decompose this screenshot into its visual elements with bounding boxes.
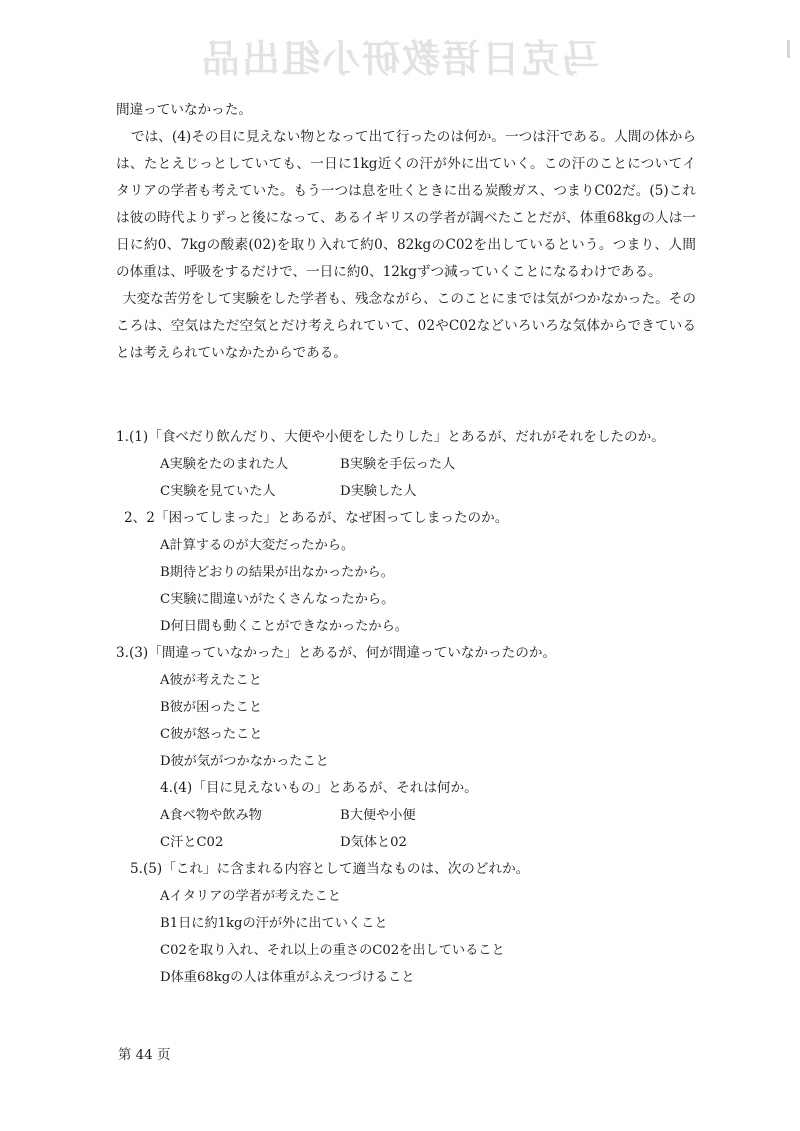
option-d: D実験した人 xyxy=(340,484,417,499)
option-row xyxy=(160,451,736,478)
option-list xyxy=(116,802,736,856)
option-c: C彼が怒ったこと xyxy=(160,727,263,742)
question-title: 3.(3)「間違っていなかった」とあるが、何が間違っていなかったのか。 xyxy=(116,645,557,661)
option-list xyxy=(116,883,736,991)
passage-paragraph: 間違っていなかった。 xyxy=(116,102,252,118)
question-2 xyxy=(116,505,736,640)
option-c: C実験に間違いがたくさんなったから。 xyxy=(160,592,395,607)
option-b: B実験を手伝った人 xyxy=(340,457,456,472)
watermark-title: 马克日语教研小组出品 xyxy=(200,37,601,81)
option-b: B彼が困ったこと xyxy=(160,700,263,715)
option-b: B1日に約1kgの汗が外に出ていくこと xyxy=(160,916,388,931)
option-d: D体重68kgの人は体重がふえつづけること xyxy=(160,970,415,985)
scan-edge-mark xyxy=(787,40,790,58)
option-list xyxy=(116,532,736,640)
question-1 xyxy=(116,424,736,505)
option-c: C汗とC02 xyxy=(160,835,224,850)
question-4 xyxy=(116,775,736,856)
question-5 xyxy=(116,856,736,991)
option-c: C実験を見ていた人 xyxy=(160,484,276,499)
option-a: A実験をたのまれた人 xyxy=(160,457,289,472)
option-row xyxy=(160,802,736,829)
option-a: A彼が考えたこと xyxy=(160,673,262,688)
passage-paragraph: では、(4)その目に見えない物となって出て行ったのは何か。一つは汗である。人間の体からは、たとえじっとしていても、一日に1kg近くの汗が外に出ていく。この汗のことについてイタリアの学者も考えていた。もう一つは息を吐くときに出る炭酸ガス、つまりC02だ。(5)これは彼の時代よりずっと後になって、あるイギリスの学者が調べたことだが、体重68kgの人は一日に約0、7kgの酸素(02)を取り入れて約0、82kgのC02を出しているという。つまり、人間の体重は、呼吸をするだけで、一日に約0、12kgずつ減っていくことになるわけである。 xyxy=(116,129,696,280)
question-title: 2、2「困ってしまった」とあるが、なぜ困ってしまったのか。 xyxy=(124,510,509,526)
question-title: 5.(5)「これ」に含まれる内容として適当なものは、次のどれか。 xyxy=(130,861,530,877)
option-b: B大便や小便 xyxy=(340,808,416,823)
option-d: D気体と02 xyxy=(340,835,407,850)
page-number: 第 44 页 xyxy=(118,1048,171,1063)
question-title: 4.(4)「目に見えないもの」とあるが、それは何か。 xyxy=(160,780,478,796)
option-a: A計算するのが大変だったから。 xyxy=(160,538,355,553)
question-title: 1.(1)「食べだり飲んだり、大便や小便をしたりした」とあるが、だれがそれをしたのか。 xyxy=(116,429,665,445)
question-list xyxy=(116,424,736,991)
option-a: Aイタリアの学者が考えたこと xyxy=(160,889,341,904)
option-row xyxy=(160,829,736,856)
option-row xyxy=(160,478,736,505)
question-3 xyxy=(116,640,736,775)
option-list xyxy=(116,451,736,505)
option-b: B期待どおりの結果が出なかったから。 xyxy=(160,565,394,580)
passage-paragraph: 大変な苦労をして実験をした学者も、残念ながら、このことにまでは気がつかなかった。そのころは、空気はただ空気とだけ考えられていて、02やC02などいろいろな気体からできているとは考えられていなかたからである。 xyxy=(116,291,696,361)
option-c: C02を取り入れ、それ以上の重さのC02を出していること xyxy=(160,943,505,958)
option-d: D彼が気がつかなかったこと xyxy=(160,754,329,769)
option-d: D何日間も動くことができなかったから。 xyxy=(160,619,408,634)
option-a: A食べ物や飲み物 xyxy=(160,808,262,823)
option-list xyxy=(116,667,736,775)
reading-passage xyxy=(116,97,696,367)
